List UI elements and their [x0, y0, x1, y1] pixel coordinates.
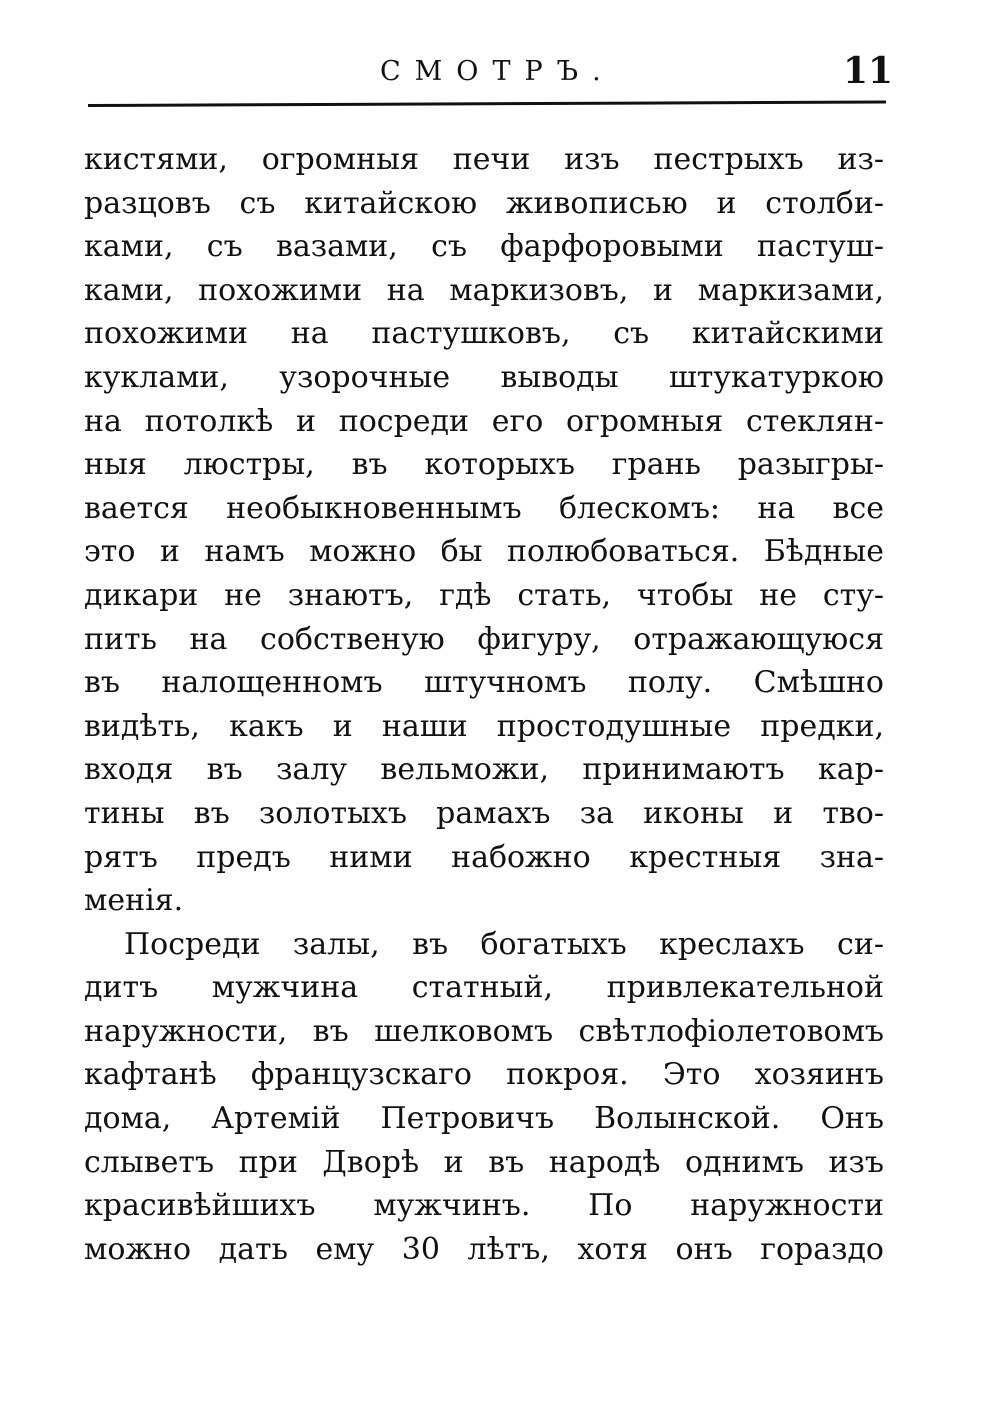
paragraph [84, 138, 884, 923]
text-line: можно дать ему 30 лѣтъ, хотя онъ гораздо [84, 1231, 884, 1267]
text-line: похожими на пастушковъ, съ китайскими [84, 316, 884, 352]
text-line: красивѣйшихъ мужчинъ. По наружности [84, 1188, 884, 1224]
text-line: вается необыкновеннымъ блескомъ: на все [84, 490, 884, 526]
text-line: разцовъ съ китайскою живописью и столби- [84, 185, 884, 221]
text-line: видѣть, какъ и наши простодушные предки, [84, 708, 884, 744]
text-line: дитъ мужчина статный, привлекательной [84, 970, 884, 1006]
text-line: тины въ золотыхъ рамахъ за иконы и тво- [84, 795, 884, 831]
text-line: куклами, узорочные выводы штукатуркою [84, 359, 884, 395]
text-line: кистями, огромныя печи изъ пестрыхъ из- [84, 142, 884, 177]
text-line: пить на собственую фигуру, отражающуюся [84, 621, 884, 657]
text-line: дома, Артемій Петровичъ Волынской. Онъ [84, 1101, 884, 1137]
running-header-title: СМОТРЪ. [380, 56, 615, 87]
text-line: на потолкѣ и посреди его огромныя стеклян- [84, 403, 884, 439]
text-line: ками, съ вазами, съ фарфоровыми пастуш- [84, 229, 884, 265]
paragraph [84, 923, 884, 1272]
text-line: въ налощенномъ штучномъ полу. Смѣшно [84, 665, 884, 701]
text-line: рятъ предъ ними набожно крестныя зна- [84, 839, 884, 875]
text-line: ныя люстры, въ которыхъ грань разыгры- [84, 447, 884, 483]
text-line: кафтанѣ французскаго покроя. Это хозяинъ [84, 1057, 884, 1093]
text-line: менія. [84, 883, 184, 919]
text-line: наружности, въ шелковомъ свѣтлофіолетовомъ [84, 1013, 884, 1049]
page-number: 11 [843, 50, 894, 92]
text-line: слыветъ при Дворѣ и въ народѣ однимъ изъ [84, 1144, 884, 1180]
text-line: ками, похожими на маркизовъ, и маркизами, [84, 272, 884, 308]
text-line: дикари не знаютъ, гдѣ стать, чтобы не сту- [84, 577, 884, 613]
text-line: Посреди залы, въ богатыхъ креслахъ си- [124, 926, 884, 962]
text-line: это и намъ можно бы полюбоваться. Бѣдные [84, 534, 884, 570]
header-rule [88, 101, 886, 107]
body-text [84, 138, 884, 1271]
text-line: входя въ залу вельможи, принимаютъ кар- [84, 752, 884, 788]
